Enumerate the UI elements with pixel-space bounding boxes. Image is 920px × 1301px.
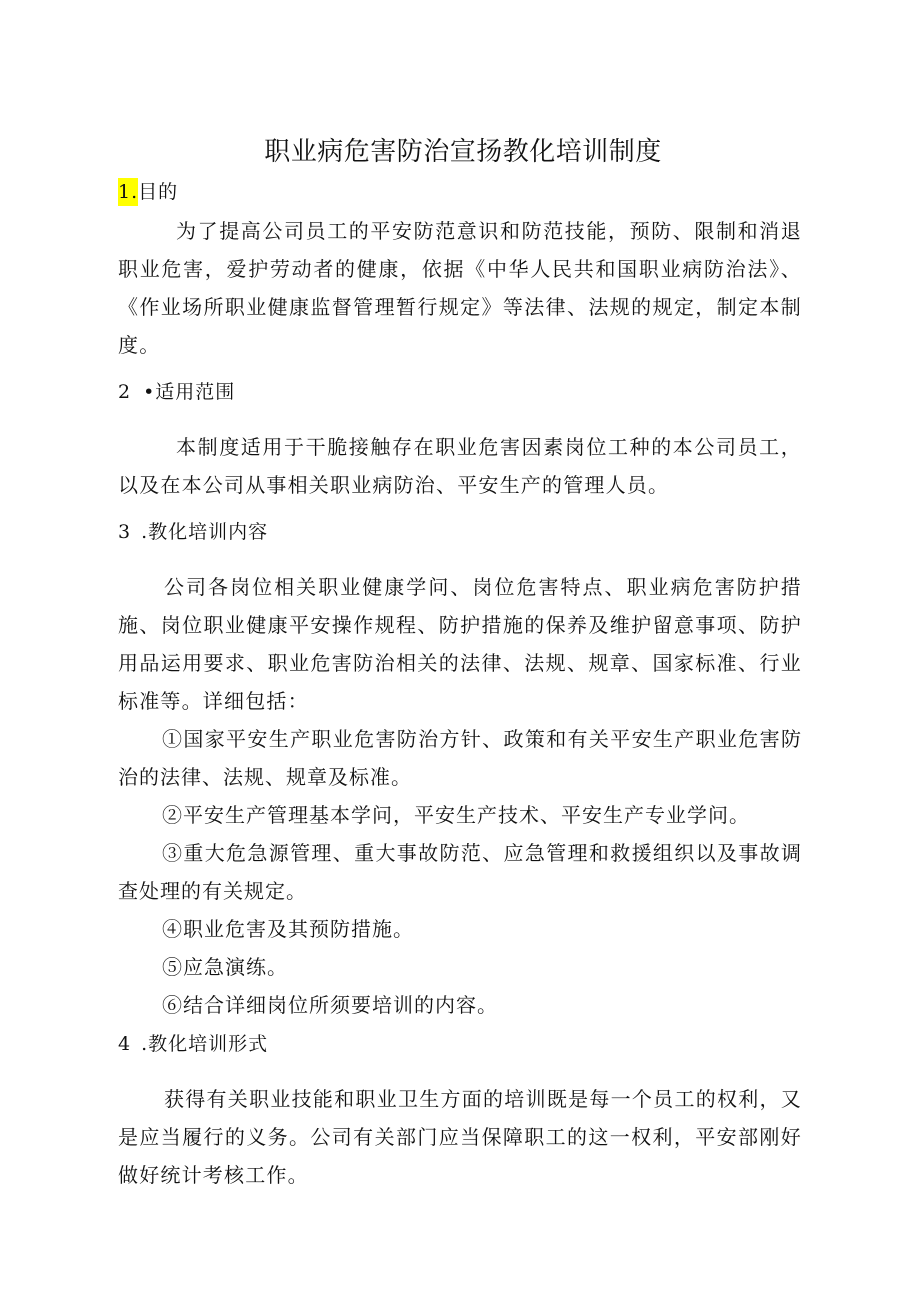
paragraph-scope: 本制度适用于干脆接触存在职业危害因素岗位工种的本公司员工，以及在本公司从事相关职业病防治、平安生产的管理人员。 xyxy=(118,435,802,497)
section-heading-form xyxy=(118,1030,802,1058)
section-number: 4 xyxy=(118,1033,132,1055)
section-number-highlighted: 1. xyxy=(118,178,138,206)
section-heading-text: •适用范围 xyxy=(143,381,236,403)
section-heading-scope xyxy=(118,378,802,406)
list-item: ⑥结合详细岗位所须要培训的内容。 xyxy=(162,993,498,1017)
paragraph-form: 获得有关职业技能和职业卫生方面的培训既是每一个员工的权利，又是应当履行的义务。公司有关部门应当保障职工的这一权利，平安部刚好做好统计考核工作。 xyxy=(118,1087,802,1187)
section-heading-purpose xyxy=(118,178,802,206)
list-item: ④职业危害及其预防措施。 xyxy=(162,917,414,941)
section-heading-text: 目的 xyxy=(138,181,179,203)
paragraph-purpose: 为了提高公司员工的平安防范意识和防范技能，预防、限制和消退职业危害，爱护劳动者的健康，依据《中华人民共和国职业病防治法》、《作业场所职业健康监督管理暂行规定》等法律、法规的规定，制定本制度。 xyxy=(118,219,802,357)
section-heading-content xyxy=(118,518,802,546)
list-item: ②平安生产管理基本学问，平安生产技术、平安生产专业学问。 xyxy=(162,803,750,827)
list-item: ③重大危急源管理、重大事故防范、应急管理和救援组织以及事故调查处理的有关规定。 xyxy=(118,841,802,903)
section-heading-text: .教化培训形式 xyxy=(141,1033,269,1055)
paragraph-content: 公司各岗位相关职业健康学问、岗位危害特点、职业病危害防护措施、岗位职业健康平安操作规程、防护措施的保养及维护留意事项、防护用品运用要求、职业危害防治相关的法律、法规、规章、国家标准、行业标准等。详细包括： xyxy=(118,575,802,713)
section-number: 2 xyxy=(118,381,132,403)
document-title: 职业病危害防治宣扬教化培训制度 xyxy=(264,137,662,167)
section-heading-text: .教化培训内容 xyxy=(141,521,269,543)
list-item: ①国家平安生产职业危害防治方针、政策和有关平安生产职业危害防治的法律、法规、规章及标准。 xyxy=(118,727,802,789)
list-item: ⑤应急演练。 xyxy=(162,955,288,979)
section-number: 3 xyxy=(118,521,132,543)
